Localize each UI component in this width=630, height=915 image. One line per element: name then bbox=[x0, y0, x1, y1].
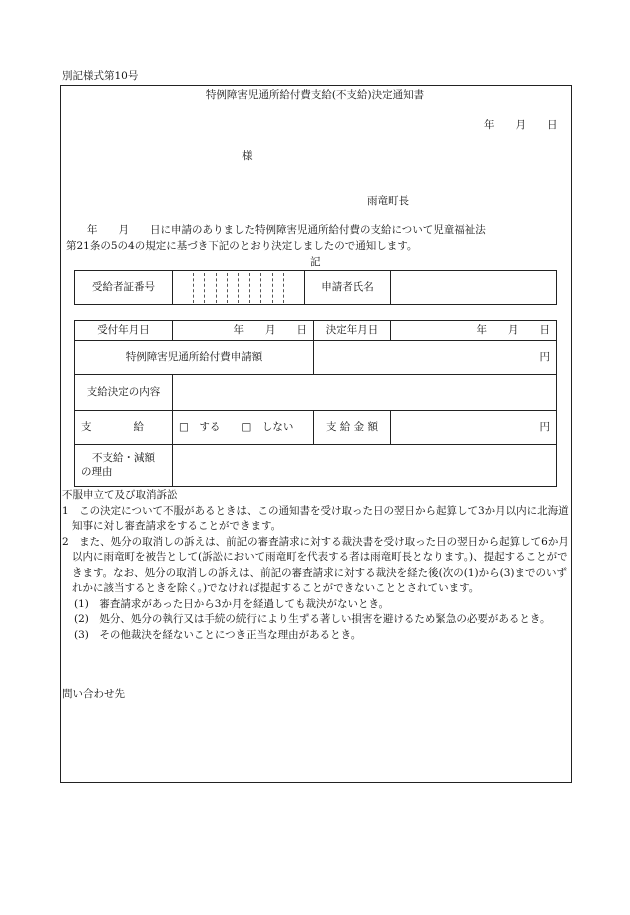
form-number: 別記様式第10号 bbox=[62, 70, 139, 82]
decision-content-label: 支給決定の内容 bbox=[75, 375, 173, 411]
recipient-table bbox=[74, 270, 557, 305]
reason-label-line2: の理由 bbox=[81, 465, 113, 478]
payment-amount-label: 支 給 金 額 bbox=[314, 411, 391, 445]
notes-section bbox=[62, 488, 570, 643]
reason-field[interactable] bbox=[173, 445, 557, 487]
intro-text-line1: 年 月 日に申請のありました特例障害児通所給付費の支給について児童福祉法 bbox=[66, 224, 486, 236]
decision-date-label: 決定年月日 bbox=[314, 321, 391, 341]
applicant-name-label: 申請者氏名 bbox=[305, 271, 391, 305]
application-amount-label: 特例障害児通所給付費申請額 bbox=[75, 341, 314, 375]
reason-label bbox=[75, 445, 173, 487]
note-item-1: 1 この決定について不服があるときは、この通知書を受け取った日の翌日から起算して3か月以内に北海道知事に対し審査請求をすることができます。 bbox=[62, 504, 569, 532]
decision-table bbox=[74, 320, 557, 487]
applicant-name-field[interactable] bbox=[391, 271, 557, 305]
document-title: 特例障害児通所給付費支給(不支給)決定通知書 bbox=[205, 89, 425, 101]
payment-label: 支 給 bbox=[75, 411, 173, 445]
intro-text-line2: 第21条の5の4の規定に基づき下記のとおり決定しましたので通知します。 bbox=[66, 240, 418, 252]
decision-date-value[interactable]: 年 月 日 bbox=[391, 321, 557, 341]
reason-label-line1: 不支給・減額 bbox=[92, 452, 155, 465]
note-sub-3: (3) その他裁決を経ないことにつき正当な理由があるとき。 bbox=[74, 628, 362, 641]
recipient-no-field[interactable] bbox=[173, 271, 305, 305]
decision-content-field[interactable] bbox=[173, 375, 557, 411]
issuer-name: 雨竜町長 bbox=[367, 195, 409, 207]
contact-label: 問い合わせ先 bbox=[62, 688, 125, 700]
reception-date-label: 受付年月日 bbox=[75, 321, 173, 341]
recipient-no-label: 受給者証番号 bbox=[75, 271, 173, 305]
notes-heading: 不服申立て及び取消訴訟 bbox=[62, 489, 178, 501]
note-sub-1: (1) 審査請求があった日から3か月を経過しても裁決がないとき。 bbox=[74, 597, 390, 610]
issue-date: 年 月 日 bbox=[484, 119, 558, 131]
payment-options[interactable]: □ する □ しない bbox=[173, 411, 314, 445]
note-item-2: 2 また、処分の取消しの訴えは、前記の審査請求に対する裁決書を受け取った日の翌日から起算して6か月以内に雨竜町を被告として(訴訟において雨竜町を代表する者は雨竜町長となります。)、提起することができます。なお、処分の取消しの訴えは、前記の審査請求に対する裁決を経た後(次の(1)から(3)までのいずれかに該当するときを除く。)でなければ提起することができないこととされています。 bbox=[62, 535, 569, 594]
reception-date-value[interactable]: 年 月 日 bbox=[173, 321, 314, 341]
recipient-no-boxes bbox=[183, 273, 294, 303]
note-sub-2: (2) 処分、処分の執行又は手続の続行により生ずる著しい損害を避けるため緊急の必要があるとき。 bbox=[74, 613, 551, 625]
ki-heading: 記 bbox=[310, 256, 321, 268]
payment-amount-value[interactable]: 円 bbox=[391, 411, 557, 445]
application-amount-value[interactable]: 円 bbox=[314, 341, 557, 375]
addressee-suffix: 様 bbox=[242, 150, 253, 162]
